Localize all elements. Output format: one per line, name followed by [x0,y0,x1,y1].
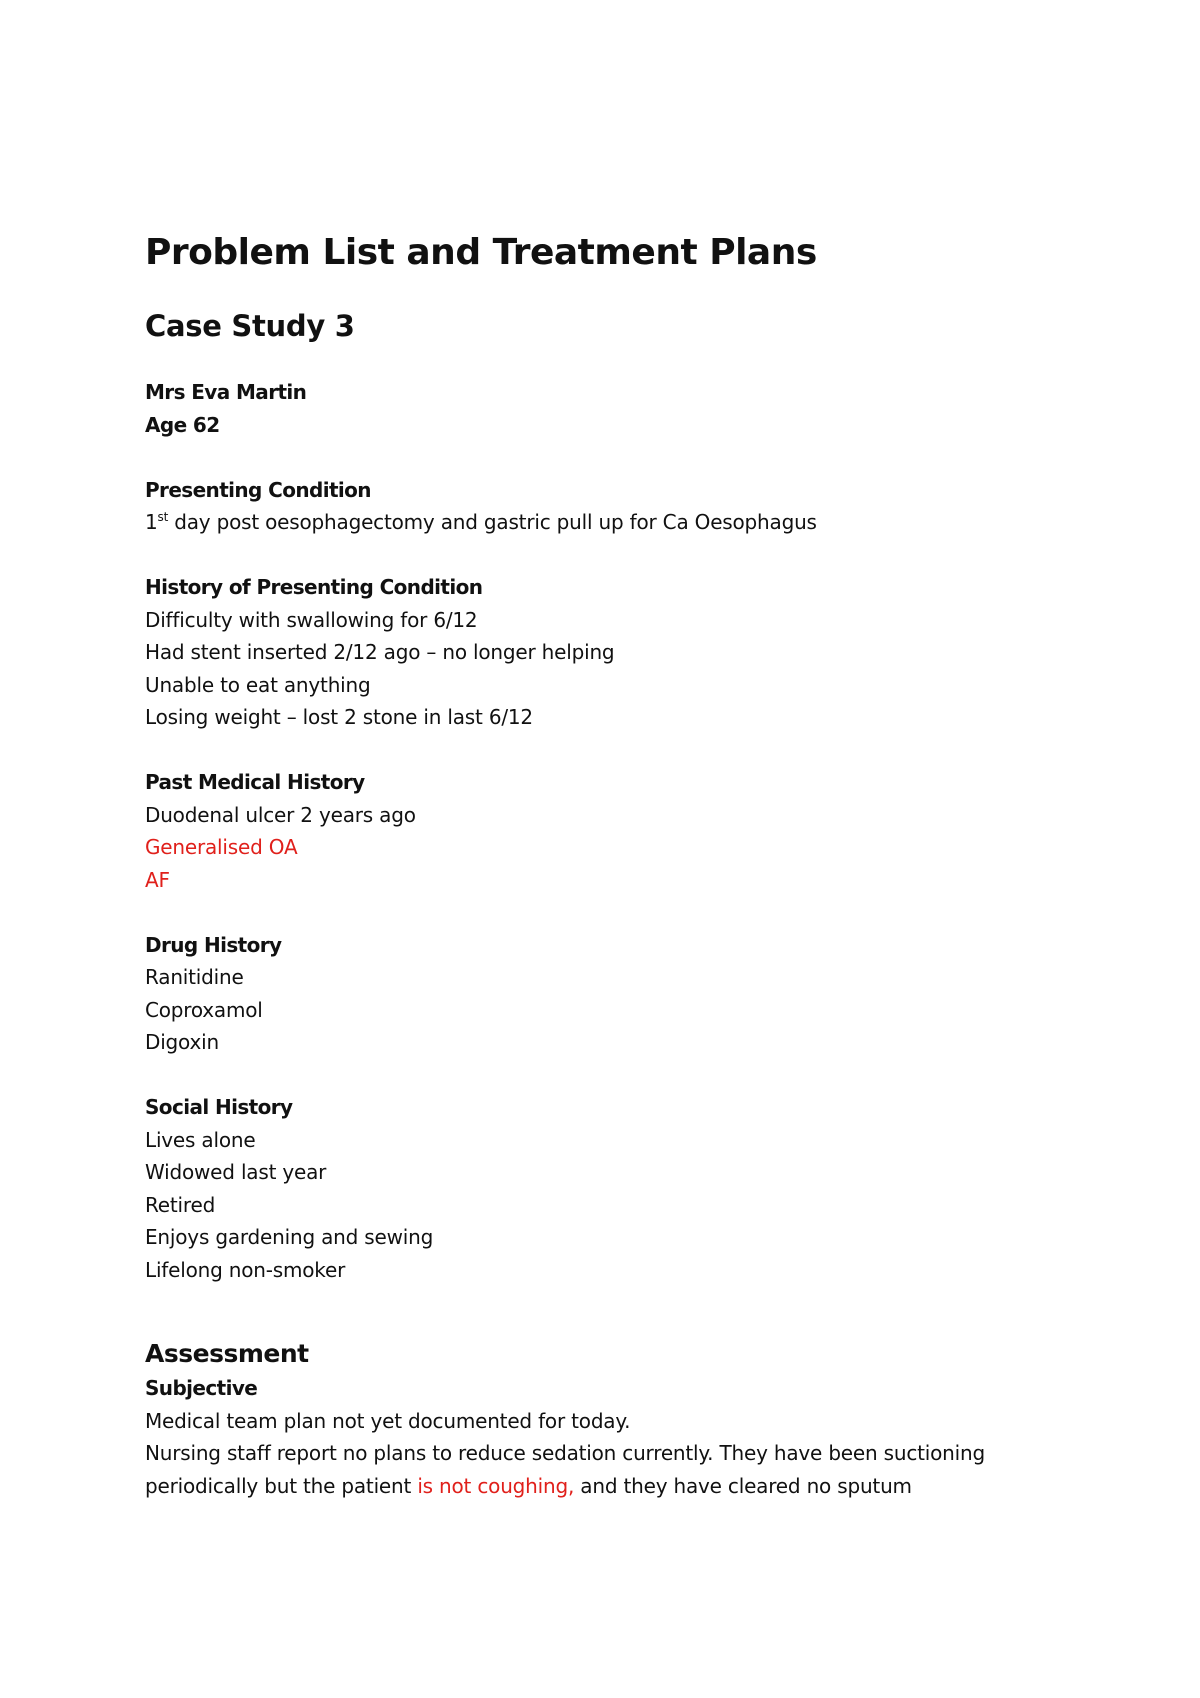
drug-history-heading: Drug History [145,932,282,957]
subjective-highlight: is not coughing, [417,1473,575,1498]
hpc-item: Had stent inserted 2/12 ago – no longer helping [145,640,615,664]
subjective-heading: Subjective [145,1376,258,1400]
pmh-heading: Past Medical History [145,770,365,794]
patient-age: Age 62 [145,412,220,437]
pmh-item: Duodenal ulcer 2 years ago [145,802,416,827]
social-item: Enjoys gardening and sewing [145,1225,434,1249]
pmh-item-highlighted: Generalised OA [145,835,298,859]
subjective-text: and they have cleared no sputum [574,1473,912,1498]
presenting-condition-text [145,506,1145,539]
case-study-heading: Case Study 3 [145,309,355,343]
social-item: Lifelong non-smoker [145,1257,346,1282]
hpc-item: Losing weight – lost 2 stone in last 6/12 [145,705,533,729]
social-item: Retired [145,1192,216,1217]
document-title: Problem List and Treatment Plans [145,232,817,273]
social-item: Lives alone [145,1127,256,1152]
drug-item: Coproxamol [145,997,263,1022]
document-page [145,228,1145,1502]
hpc-item: Difficulty with swallowing for 6/12 [145,607,478,632]
day-number: 1 [145,510,158,534]
hpc-item: Unable to eat anything [145,672,371,697]
patient-name: Mrs Eva Martin [145,380,307,404]
drug-item: Digoxin [145,1030,219,1054]
subjective-text: periodically but the patient [145,1473,418,1498]
subjective-line: Nursing staff report no plans to reduce sedation currently. They have been suctioning [145,1441,985,1465]
social-item: Widowed last year [145,1160,327,1184]
presenting-condition-heading: Presenting Condition [145,477,371,502]
subjective-line: Medical team plan not yet documented for today. [145,1408,631,1433]
presenting-condition-description: day post oesophagectomy and gastric pull up for Ca Oesophagus [168,510,817,534]
pmh-item-highlighted: AF [145,867,170,892]
subjective-line [145,1470,1145,1503]
day-suffix: st [157,510,169,524]
drug-item: Ranitidine [145,965,244,989]
assessment-heading: Assessment [145,1339,309,1368]
hpc-heading: History of Presenting Condition [145,575,483,599]
social-history-heading: Social History [145,1095,293,1119]
